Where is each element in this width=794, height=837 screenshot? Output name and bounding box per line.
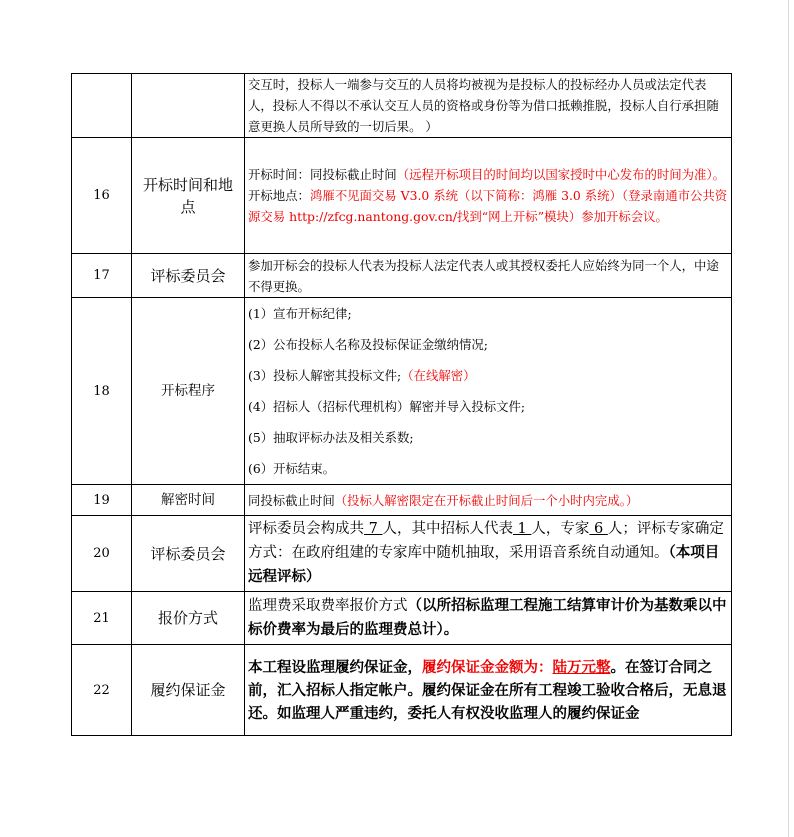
procedure-step: (5）抽取评标办法及相关系数; [248, 430, 414, 445]
open-time-line: 开标时间：同投标截止时间（远程开标项目的时间均以国家授时中心发布的时间为准）。 [248, 167, 726, 182]
table-row [72, 516, 732, 592]
row-number: 16 [72, 138, 132, 254]
table-row [72, 645, 732, 736]
row-number: 17 [72, 254, 132, 298]
table-row [72, 254, 732, 298]
tender-info-table [71, 73, 732, 736]
row-number: 21 [72, 592, 132, 645]
procedure-step: (2）公布投标人名称及投标保证金缴纳情况; [248, 337, 488, 352]
table-row [72, 74, 732, 138]
bond-amount: 陆万元整 [552, 658, 611, 676]
table-row [72, 592, 732, 645]
row-number: 18 [72, 298, 132, 485]
row-title: 解密时间 [132, 485, 245, 516]
row-number: 19 [72, 485, 132, 516]
procedure-step: (3）投标人解密其投标文件;（在线解密） [248, 368, 476, 383]
procedure-step: (6）开标结束。 [248, 461, 336, 476]
row-content: 参加开标会的投标人代表为投标人法定代表人或其授权委托人应始终为同一个人，中途不得更换。 [245, 254, 732, 298]
row-number [72, 74, 132, 138]
open-place-line: 开标地点：鸿雁不见面交易 V3.0 系统（以下简称：鸿雁 3.0 系统）（登录南通市公共资源交易 http://zfcg.nantong.gov.cn/找到“网上开标”模块）参加开标会议。 [248, 188, 728, 224]
row-number: 20 [72, 516, 132, 592]
expert-count: 6 [589, 521, 608, 537]
row-title: 报价方式 [132, 592, 245, 645]
page-edge-line [788, 0, 789, 837]
procedure-step: (4）招标人（招标代理机构）解密并导入投标文件; [248, 399, 526, 414]
table-row [72, 485, 732, 516]
row-title [132, 74, 245, 138]
row-content [245, 298, 732, 485]
procedure-step: (1）宣布开标纪律; [248, 306, 352, 321]
row-title: 评标委员会 [132, 516, 245, 592]
row-content: 评标委员会构成共 7 人，其中招标人代表 1 人，专家 6 人；评标专家确定方式：在政府组建的专家库中随机抽取，采用语音系统自动通知。（本项目远程评标） [245, 516, 732, 592]
table-row [72, 138, 732, 254]
owner-rep-count: 1 [512, 521, 532, 537]
row-title: 开标程序 [132, 298, 245, 485]
row-content: 同投标截止时间（投标人解密限定在开标截止时间后一个小时内完成。） [245, 485, 732, 516]
row-title: 评标委员会 [132, 254, 245, 298]
table-row [72, 298, 732, 485]
member-total: 7 [364, 521, 383, 537]
row-number: 22 [72, 645, 132, 736]
row-content: 本工程设监理履约保证金，履约保证金金额为：陆万元整。在签订合同之前，汇入招标人指定帐户。履约保证金在所有工程竣工验收合格后，无息退还。如监理人严重违约，委托人有权没收监理人的履约保证金 [245, 645, 732, 736]
row-content: 交互时，投标人一端参与交互的人员将均被视为是投标人的投标经办人员或法定代表人，投标人不得以不承认交互人员的资格或身份等为借口抵赖推脱，投标人自行承担随意更换人员所导致的一切后果。 ） [245, 74, 732, 138]
row-content: 监理费采取费率报价方式（以所招标监理工程施工结算审计价为基数乘以中标价费率为最后的监理费总计）。 [245, 592, 732, 645]
row-title: 开标时间和地点 [132, 138, 245, 254]
row-content [245, 138, 732, 254]
row-title: 履约保证金 [132, 645, 245, 736]
